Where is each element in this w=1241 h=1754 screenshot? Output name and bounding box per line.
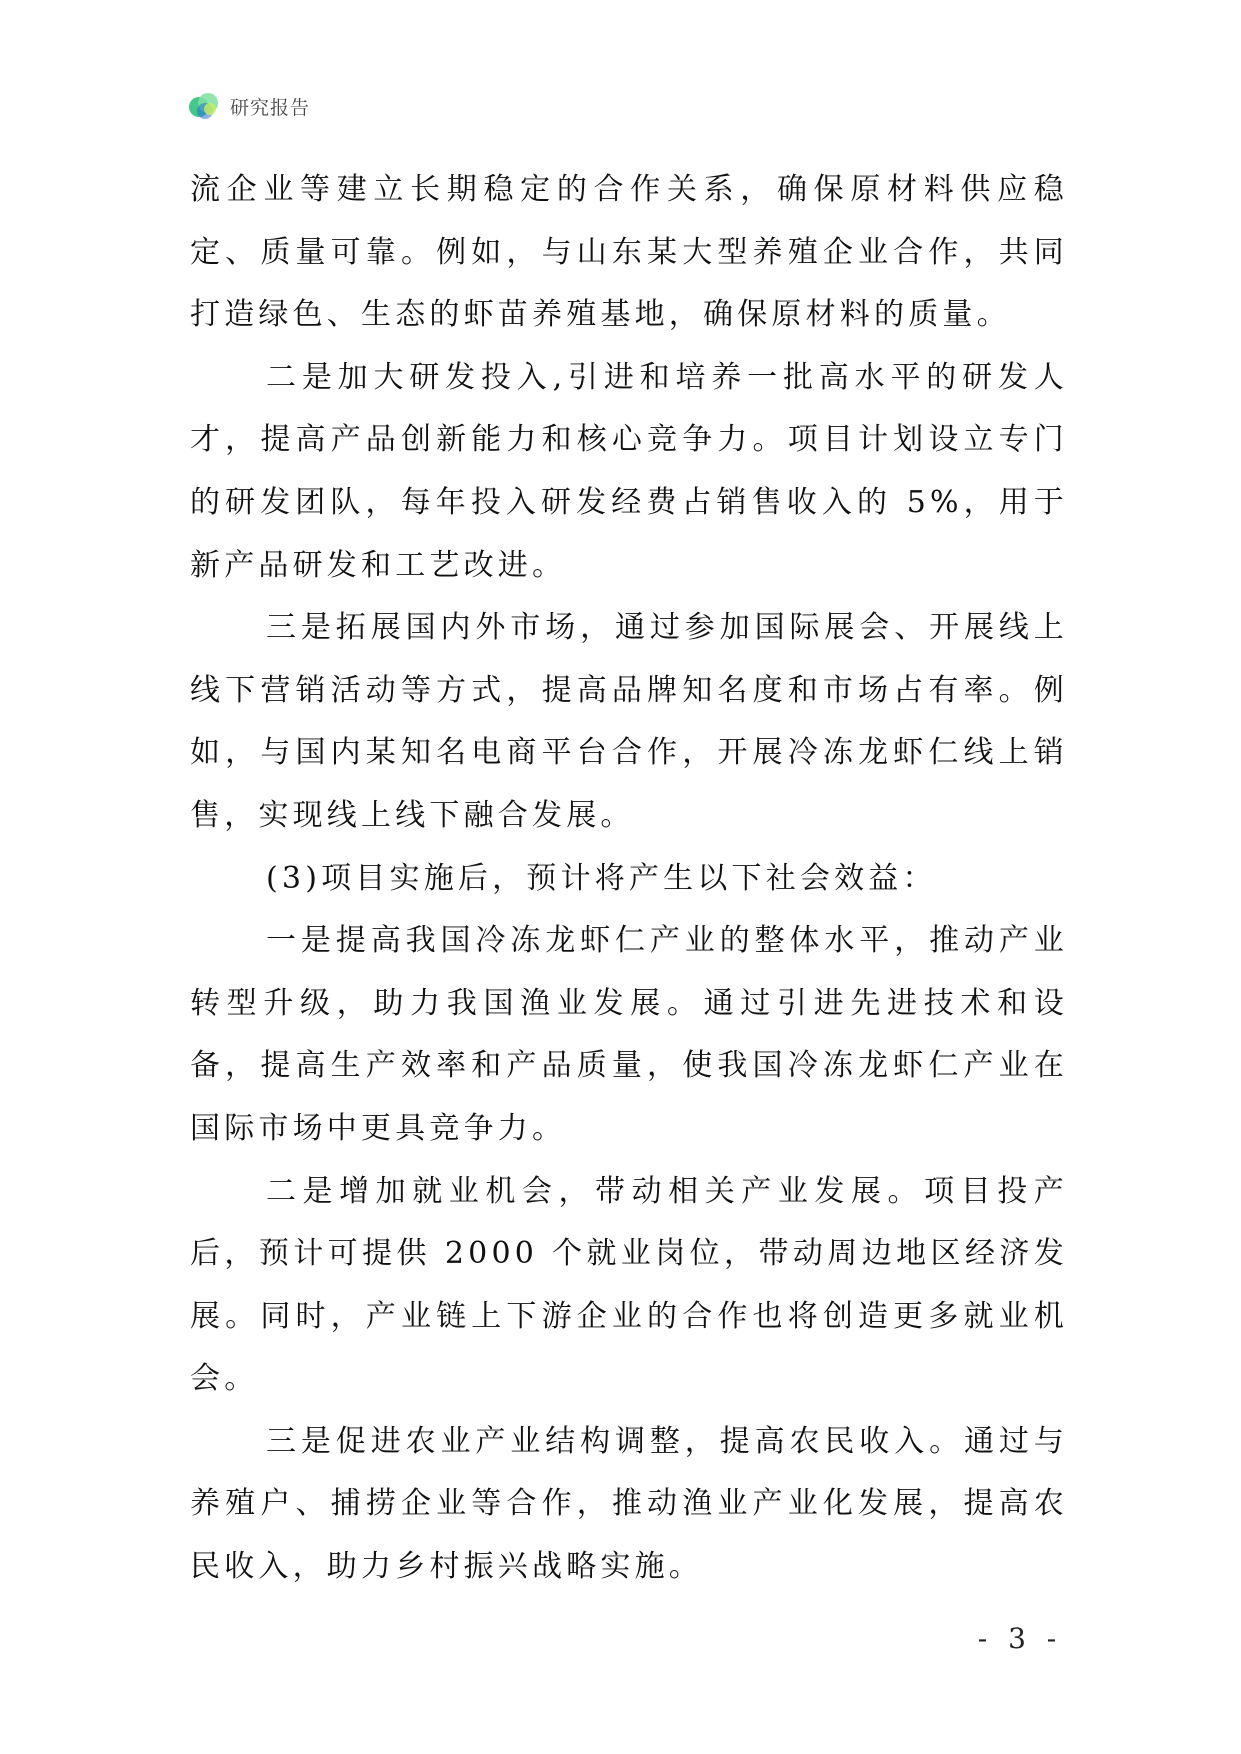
- paragraph-market-expansion: 三是拓展国内外市场，通过参加国际展会、开展线上线下营销活动等方式，提高品牌知名度和市场占有率。例如，与国内某知名电商平台合作，开展冷冻龙虾仁线上销售，实现线上线下融合发展。: [190, 610, 1068, 833]
- paragraph-industry-upgrade: 一是提高我国冷冻龙虾仁产业的整体水平，推动产业转型升级，助力我国渔业发展。通过引进先进技术和设备，提高生产效率和产品质量，使我国冷冻龙虾仁产业在国际市场中更具竞争力。: [190, 923, 1068, 1146]
- document-body: [190, 159, 1068, 1599]
- header-title: 研究报告: [230, 96, 311, 119]
- page-number: - 3 -: [977, 1622, 1063, 1655]
- logo-icon: [186, 88, 222, 124]
- paragraph-farmer-income: 三是促进农业产业结构调整，提高农民收入。通过与养殖户、捕捞企业等合作，推动渔业产业化发展，提高农民收入，助力乡村振兴战略实施。: [190, 1423, 1068, 1585]
- paragraph-social-benefits-intro: (3)项目实施后，预计将产生以下社会效益：: [266, 860, 937, 896]
- paragraph-rd-investment: 二是加大研发投入,引进和培养一批高水平的研发人才，提高产品创新能力和核心竞争力。项目计划设立专门的研发团队，每年投入研发经费占销售收入的 5%，用于新产品研发和工艺改进。: [190, 359, 1068, 583]
- page-header: [186, 86, 310, 126]
- paragraph-employment: 二是增加就业机会，带动相关产业发展。项目投产后，预计可提供 2000 个就业岗位，带动周边地区经济发展。同时，产业链上下游企业的合作也将创造更多就业机会。: [190, 1173, 1068, 1397]
- paragraph-continuation: 流企业等建立长期稳定的合作关系，确保原材料供应稳定、质量可靠。例如，与山东某大型养殖企业合作，共同打造绿色、生态的虾苗养殖基地，确保原材料的质量。: [190, 172, 1068, 333]
